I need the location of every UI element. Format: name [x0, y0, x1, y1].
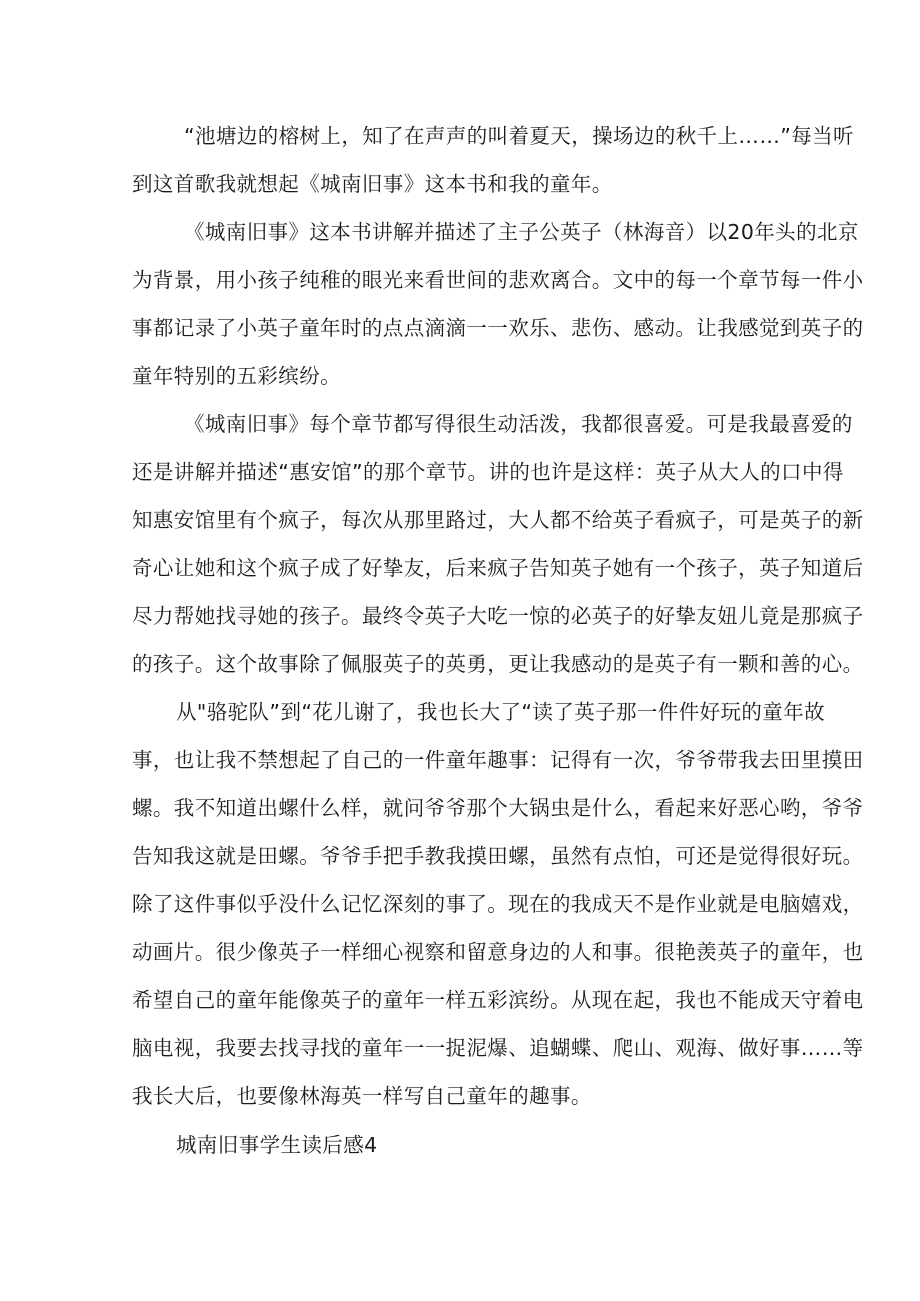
- paragraph-3-line-3: 知惠安馆里有个疯子，每次从那里路过，大人都不给英子看疯子，可是英子的新: [132, 508, 864, 532]
- paragraph-3-line-4: 奇心让她和这个疯子成了好挚友，后来疯子告知英子她有一个孩子，英子知道后: [132, 556, 864, 580]
- paragraph-4-line-9: 我长大后，也要像林海英一样写自己童年的趣事。: [132, 1084, 592, 1108]
- paragraph-4-line-1: 从"骆驼队”到“花儿谢了，我也长大了“读了英子那一件件好玩的童年故: [176, 700, 825, 724]
- paragraph-4-line-7: 希望自己的童年能像英子的童年一样五彩滨纷。从现在起，我也不能成天守着电: [132, 988, 864, 1012]
- paragraph-2-line-4: 童年特别的五彩缤纷。: [132, 364, 341, 388]
- paragraph-4-line-8: 脑电视，我要去找寻找的童年一一捉泥爆、追蝴蝶、爬山、观海、做好事……等: [132, 1036, 864, 1060]
- paragraph-3-line-6: 的孩子。这个故事除了佩服英子的英勇，更让我感动的是英子有一颗和善的心。: [132, 652, 864, 676]
- paragraph-3-line-2: 还是讲解并描述“惠安馆”的那个章节。讲的也许是这样：英子从大人的口中得: [132, 460, 844, 484]
- paragraph-3-line-5: 尽力帮她找寻她的孩子。最终令英子大吃一惊的必英子的好挚友妞儿竟是那疯子: [132, 604, 864, 628]
- paragraph-4-line-3: 螺。我不知道出螺什么样，就问爷爷那个大锅虫是什么，看起来好恶心哟，爷爷: [132, 796, 864, 820]
- paragraph-4-line-5: 除了这件事似乎没什么记忆深刻的事了。现在的我成天不是作业就是电脑嬉戏，: [132, 892, 864, 916]
- paragraph-1-line-1: “池塘边的榕树上，知了在声声的叫着夏天，操场边的秋千上……”每当听: [184, 124, 854, 148]
- paragraph-4-line-4: 告知我这就是田螺。爷爷手把手教我摸田螺，虽然有点怕，可还是觉得很好玩。: [132, 844, 864, 868]
- paragraph-2-line-1: 《城南旧事》这本书讲解并描述了主子公英子（林海音）以20年头的北京: [184, 220, 859, 244]
- paragraph-4-line-2: 事，也让我不禁想起了自己的一件童年趣事：记得有一次，爷爷带我去田里摸田: [132, 748, 864, 772]
- paragraph-4-line-6: 动画片。很少像英子一样细心视察和留意身边的人和事。很艳羡英子的童年，也: [132, 940, 864, 964]
- paragraph-3-line-1: 《城南旧事》每个章节都写得很生动活泼，我都很喜爱。可是我最喜爱的: [184, 412, 853, 436]
- paragraph-1-line-2: 到这首歌我就想起《城南旧事》这本书和我的童年。: [132, 172, 613, 196]
- paragraph-2-line-2: 为背景，用小孩子纯稚的眼光来看世间的悲欢离合。文中的每一个章节每一件小: [132, 268, 864, 292]
- paragraph-2-line-3: 事都记录了小英子童年时的点点滴滴一一欢乐、悲伤、感动。让我感觉到英子的: [132, 316, 864, 340]
- section-heading: 城南旧事学生读后感4: [176, 1133, 378, 1157]
